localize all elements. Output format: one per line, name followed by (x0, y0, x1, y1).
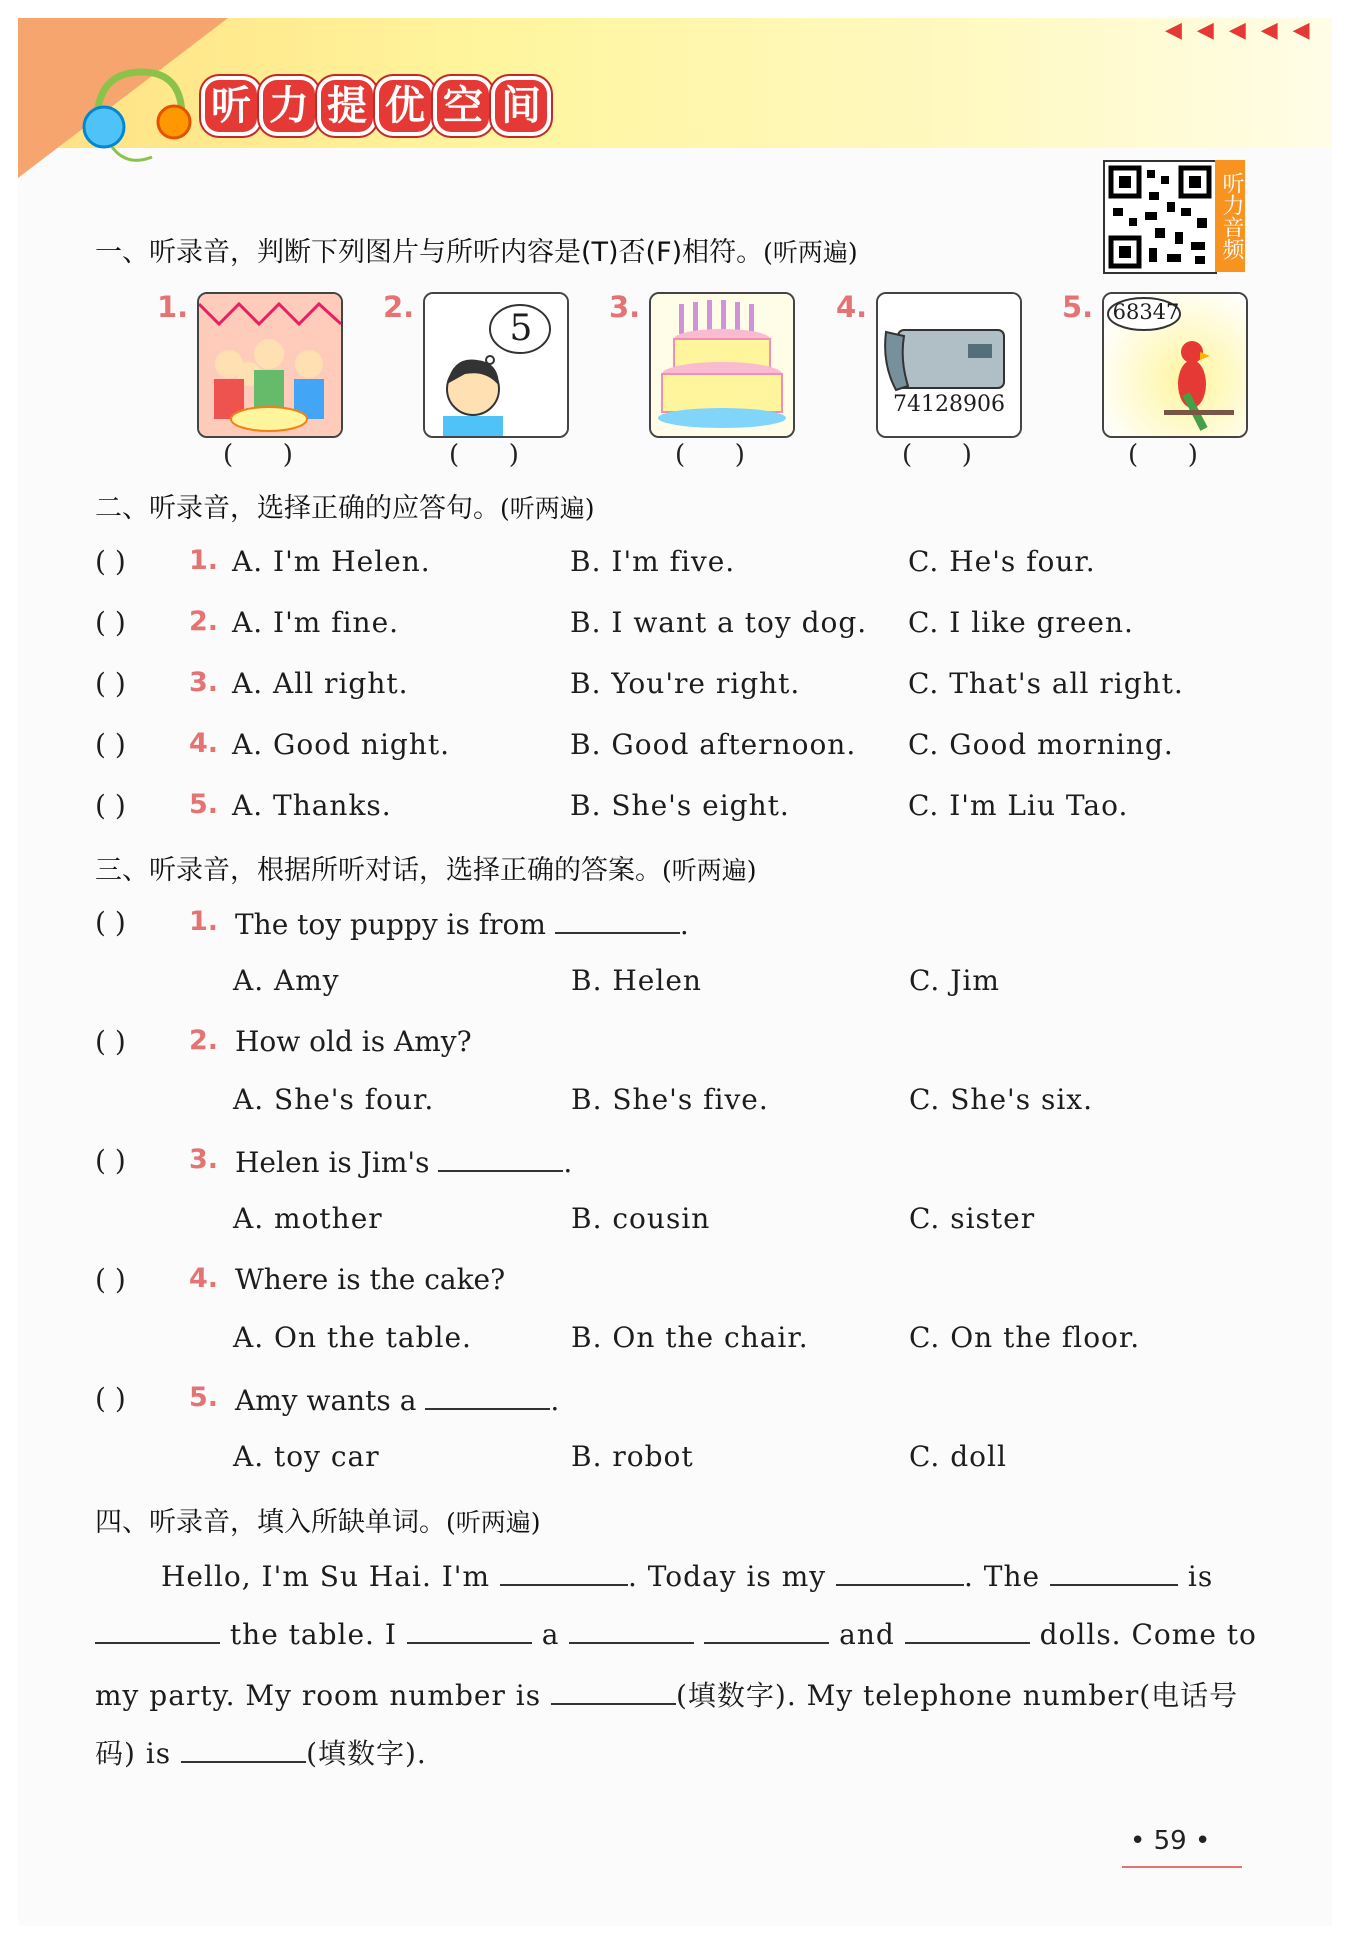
option-a: A. All right. (232, 667, 409, 700)
option-a: A. On the table. (233, 1321, 472, 1354)
answer-blank[interactable] (1050, 1558, 1178, 1586)
option-b: B. Helen (571, 964, 702, 997)
question-number: 5. (189, 789, 219, 820)
question-text: Where is the cake? (235, 1263, 506, 1296)
option-a: A. She's four. (233, 1083, 435, 1116)
question-number: 3. (189, 1144, 219, 1175)
picture-telephone (876, 292, 1022, 438)
option-c: C. That's all right. (908, 667, 1184, 700)
option-a: A. mother (233, 1202, 383, 1235)
option-b: B. On the chair. (571, 1321, 809, 1354)
option-a: A. toy car (233, 1440, 380, 1473)
answer-blank[interactable] (905, 1616, 1030, 1644)
section-3-note: (听两遍) (662, 856, 757, 885)
question-number: 4. (189, 728, 219, 759)
option-b: B. robot (571, 1440, 694, 1473)
option-b: B. She's eight. (570, 789, 790, 822)
title-char: 力 (263, 80, 315, 132)
picture-boy-thinking (423, 292, 569, 438)
title-char: 间 (495, 80, 547, 132)
answer-parentheses[interactable]: ( ) (95, 1025, 126, 1058)
option-c: C. I'm Liu Tao. (908, 789, 1129, 822)
answer-parentheses[interactable]: ( ) (95, 789, 126, 822)
question-text: The toy puppy is from . (235, 908, 689, 941)
picture-number: 1. (157, 290, 189, 324)
page-title (205, 80, 547, 132)
section-4-note: (听两遍) (446, 1508, 541, 1537)
answer-blank[interactable] (438, 1144, 563, 1172)
title-char: 提 (321, 80, 373, 132)
passage-line: 码) is (填数字). (95, 1737, 427, 1770)
question-text: How old is Amy? (235, 1025, 472, 1058)
question-text: Helen is Jim's . (235, 1146, 573, 1179)
question-number: 1. (189, 906, 219, 937)
picture-parrot (1102, 292, 1248, 438)
section-1-note: (听两遍) (763, 238, 858, 267)
option-b: B. She's five. (571, 1083, 769, 1116)
boy-thinking-icon (425, 294, 567, 436)
answer-parentheses[interactable]: ( ) (1128, 440, 1198, 470)
section-2-note: (听两遍) (500, 494, 595, 523)
question-number: 2. (189, 1025, 219, 1056)
option-b: B. I want a toy dog. (570, 606, 868, 639)
question-number: 1. (189, 545, 219, 576)
page-number-underline (1122, 1866, 1242, 1868)
option-a: A. I'm fine. (232, 606, 400, 639)
picture-number: 3. (609, 290, 641, 324)
passage-line: my party. My room number is (填数字). My telephone number(电话号 (95, 1679, 1239, 1712)
option-b: B. cousin (571, 1202, 711, 1235)
option-c: C. sister (909, 1202, 1036, 1235)
picture-birthday-party (197, 292, 343, 438)
option-a: A. Thanks. (232, 789, 392, 822)
headphones-icon (82, 62, 192, 172)
page-number: • 59 • (1130, 1826, 1211, 1856)
passage-line: the table. I a and dolls. Come to (95, 1616, 1255, 1651)
title-char: 空 (437, 80, 489, 132)
section-4-heading (95, 1500, 541, 1539)
party-illustration-icon (199, 294, 341, 436)
question-number: 5. (189, 1382, 219, 1413)
option-c: C. I like green. (908, 606, 1134, 639)
question-text: Amy wants a . (235, 1384, 560, 1417)
answer-parentheses[interactable]: ( ) (95, 606, 126, 639)
section-2-title: 二、听录音，选择正确的应答句。 (95, 493, 500, 524)
arrow-decoration-icon: ◀ ◀ ◀ ◀ ◀ (1165, 18, 1314, 43)
qr-code-icon[interactable] (1103, 160, 1217, 274)
answer-parentheses[interactable]: ( ) (95, 667, 126, 700)
section-1-title: 一、听录音，判断下列图片与所听内容是(T)否(F)相符。 (95, 237, 764, 268)
section-4-title: 四、听录音，填入所缺单词。 (95, 1507, 446, 1538)
answer-blank[interactable] (836, 1558, 964, 1586)
birthday-cake-icon (651, 294, 793, 436)
option-c: C. doll (909, 1440, 1007, 1473)
answer-parentheses[interactable]: ( ) (449, 440, 519, 470)
answer-blank[interactable] (425, 1382, 550, 1410)
option-c: C. He's four. (908, 545, 1096, 578)
answer-parentheses[interactable]: ( ) (95, 906, 126, 939)
answer-blank[interactable] (551, 1677, 676, 1705)
picture-number: 2. (383, 290, 415, 324)
option-b: B. Good afternoon. (570, 728, 857, 761)
option-a: A. Good night. (232, 728, 451, 761)
answer-blank[interactable] (407, 1616, 532, 1644)
phone-number-label: 74128906 (893, 392, 1005, 417)
section-3-heading (95, 848, 757, 887)
title-char: 听 (205, 80, 257, 132)
section-2-heading (95, 486, 595, 525)
question-number: 3. (189, 667, 219, 698)
picture-birthday-cake (649, 292, 795, 438)
section-1-heading (95, 230, 858, 269)
option-c: C. Good morning. (908, 728, 1174, 761)
question-number: 4. (189, 1263, 219, 1294)
passage-line: Hello, I'm Su Hai. I'm . Today is my . The is (161, 1560, 1214, 1593)
answer-blank[interactable] (569, 1616, 694, 1644)
option-a: A. I'm Helen. (232, 545, 431, 578)
speech-bubble-number: 68347 (1112, 300, 1180, 324)
answer-parentheses[interactable]: ( ) (95, 1382, 126, 1415)
answer-parentheses[interactable]: ( ) (223, 440, 293, 470)
question-number: 2. (189, 606, 219, 637)
answer-parentheses[interactable]: ( ) (675, 440, 745, 470)
answer-blank[interactable] (181, 1735, 306, 1763)
option-c: C. Jim (909, 964, 1000, 997)
answer-parentheses[interactable]: ( ) (95, 1263, 126, 1296)
option-c: C. She's six. (909, 1083, 1093, 1116)
option-c: C. On the floor. (909, 1321, 1141, 1354)
answer-parentheses[interactable]: ( ) (902, 440, 972, 470)
answer-parentheses[interactable]: ( ) (95, 1144, 126, 1177)
option-b: B. I'm five. (570, 545, 736, 578)
title-char: 优 (379, 80, 431, 132)
answer-blank[interactable] (704, 1616, 829, 1644)
option-a: A. Amy (233, 964, 340, 997)
answer-blank[interactable] (555, 906, 680, 934)
audio-label: 听力音频 (1215, 160, 1245, 272)
thought-bubble-number: 5 (509, 308, 533, 349)
section-3-title: 三、听录音，根据所听对话，选择正确的答案。 (95, 855, 662, 886)
answer-parentheses[interactable]: ( ) (95, 545, 126, 578)
answer-blank[interactable] (500, 1558, 628, 1586)
answer-parentheses[interactable]: ( ) (95, 728, 126, 761)
answer-blank[interactable] (95, 1616, 220, 1644)
option-b: B. You're right. (570, 667, 801, 700)
picture-number: 5. (1062, 290, 1094, 324)
picture-number: 4. (836, 290, 868, 324)
